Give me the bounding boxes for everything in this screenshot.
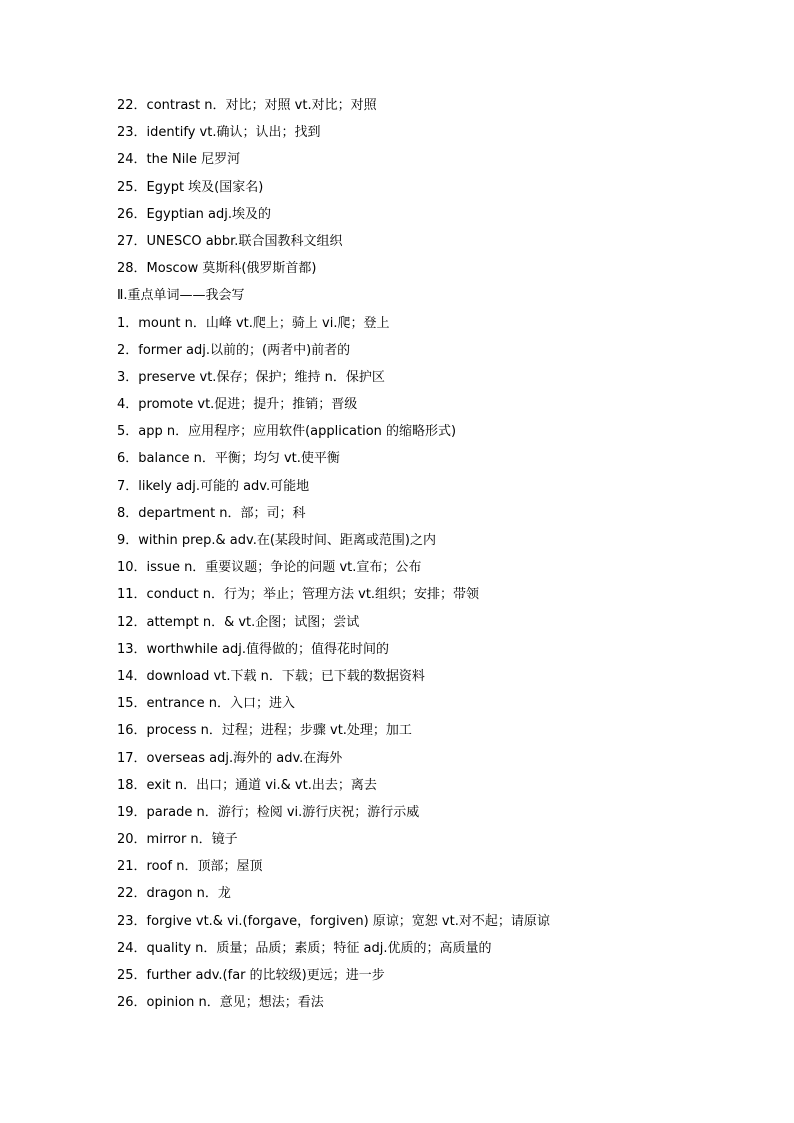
vocab-line: 23．identify vt.确认；认出；找到 [117,125,321,141]
vocab-line: 21．roof n．顶部；屋顶 [117,859,263,875]
section-heading: Ⅱ.重点单词——我会写 [117,288,245,304]
vocab-line: 6．balance n．平衡；均匀 vt.使平衡 [117,451,340,467]
vocab-line: 23．forgive vt.& vi.(forgave，forgiven) 原谅；宽恕 vt.对不起；请原谅 [117,913,550,929]
vocab-line: 8．department n．部；司；科 [117,505,306,521]
vocab-line: 20．mirror n．镜子 [117,832,238,848]
vocab-line: 26．Egyptian adj.埃及的 [117,206,271,222]
vocab-line: 13．worthwhile adj.值得做的；值得花时间的 [117,641,389,657]
vocab-line: 16．process n．过程；进程；步骤 vt.处理；加工 [117,723,412,739]
vocab-line: 4．promote vt.促进；提升；推销；晋级 [117,397,358,413]
vocab-line: 5．app n．应用程序；应用软件(application 的缩略形式) [117,424,457,440]
vocab-line: 25．further adv.(far 的比较级)更远；进一步 [117,968,385,983]
vocab-line: 2．former adj.以前的；(两者中)前者的 [117,342,351,358]
vocab-line: 25．Egypt 埃及(国家名) [117,179,264,195]
vocab-line: 14．download vt.下载 n．下载；已下载的数据资料 [117,668,425,684]
vocab-line: 12．attempt n．& vt.企图；试图；尝试 [117,614,360,630]
vocab-line: 1．mount n．山峰 vt.爬上；骑上 vi.爬；登上 [117,315,390,331]
vocab-line: 15．entrance n．入口；进入 [117,696,295,712]
vocab-line: 19．parade n．游行；检阅 vi.游行庆祝；游行示威 [117,804,420,820]
vocab-line: 24．quality n．质量；品质；素质；特征 adj.优质的；高质量的 [117,940,492,956]
vocab-line: 17．overseas adj.海外的 adv.在海外 [117,750,343,766]
vocab-line: 3．preserve vt.保存；保护；维持 n．保护区 [117,369,385,385]
vocab-line: 9．within prep.& adv.在(某段时间、距离或范围)之内 [117,533,436,548]
vocab-line: 18．exit n．出口；通道 vi.& vt.出去；离去 [117,777,377,793]
vocab-line: 28．Moscow 莫斯科(俄罗斯首都) [117,261,317,277]
vocabulary-list [117,92,757,1016]
vocab-line: 26．opinion n．意见；想法；看法 [117,995,324,1011]
vocab-line: 10．issue n．重要议题；争论的问题 vt.宣布；公布 [117,560,422,576]
vocab-line: 27．UNESCO abbr.联合国教科文组织 [117,233,343,249]
vocab-line: 11．conduct n．行为；举止；管理方法 vt.组织；安排；带领 [117,587,480,603]
vocab-line: 7．likely adj.可能的 adv.可能地 [117,478,310,494]
vocab-line: 22．dragon n．龙 [117,886,231,902]
vocab-line: 24．the Nile 尼罗河 [117,152,241,168]
vocab-line: 22．contrast n．对比；对照 vt.对比；对照 [117,98,377,113]
